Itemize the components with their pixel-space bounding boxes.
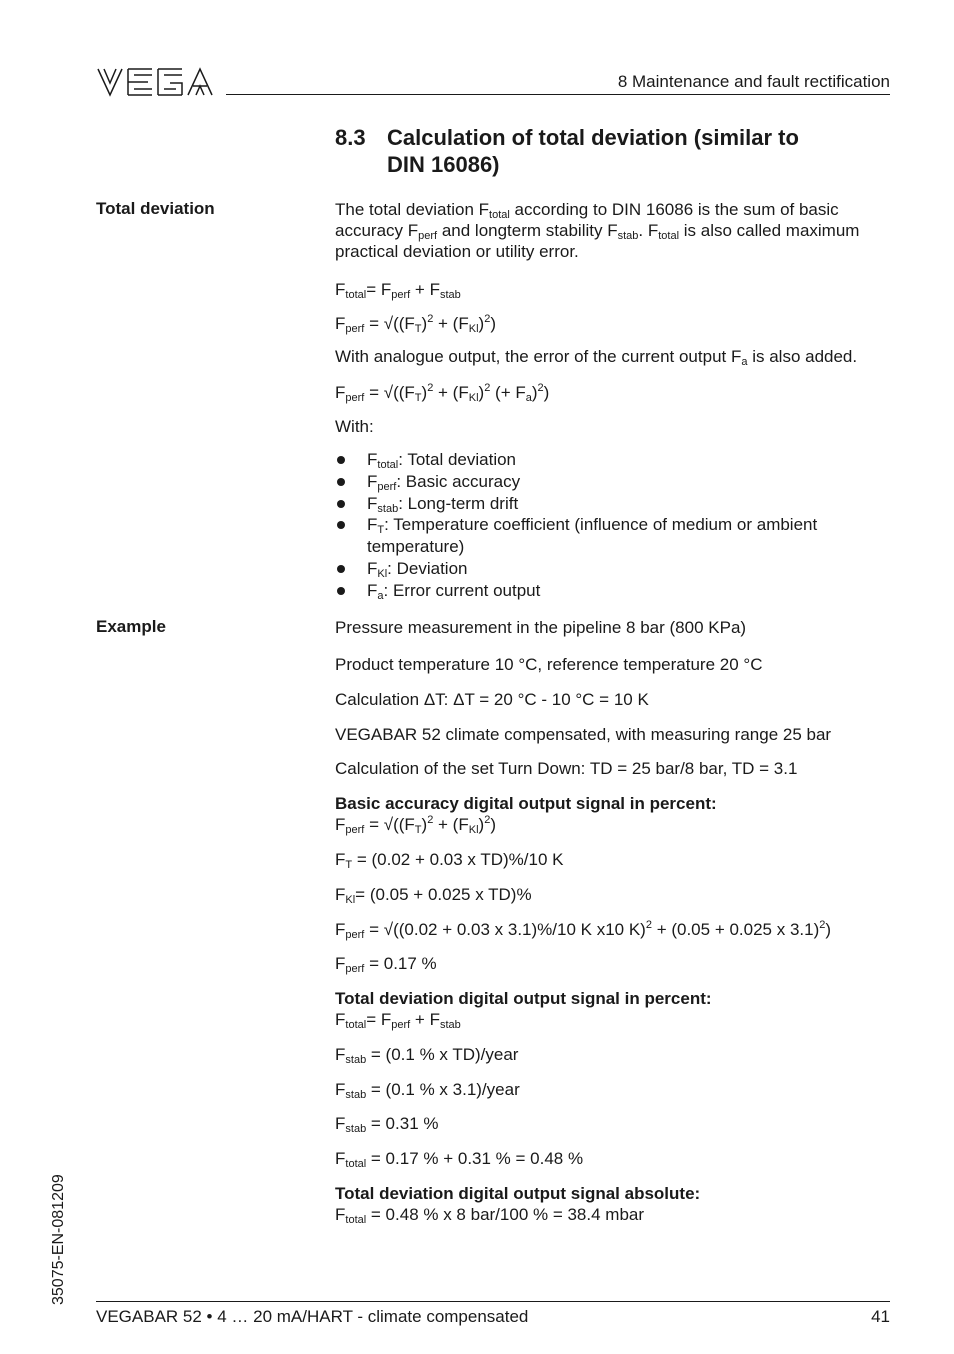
formula-fstab-3: $F_{stab} = 0.31$ % [335, 1114, 439, 1135]
section-title-line2: DIN 16086) [387, 152, 500, 177]
analogue-note: With analogue output, the error of the current output $F_a$ is also added. [335, 347, 858, 368]
list-item: $F_{stab}$: Long-term drift [335, 493, 895, 515]
document-id: 35075-EN-081209 [50, 1174, 67, 1305]
formula-fperf-result: $F_{perf} = 0.17$ % [335, 954, 437, 975]
footer-product: VEGABAR 52 • 4 … 20 mA/HART - climate compensated [96, 1307, 529, 1326]
formula-fkl: $F_{Kl}= (0.05 + 0.025$ x TD)% [335, 885, 532, 906]
example-line-1: Pressure measurement in the pipeline 8 bar (800 KPa) [335, 618, 747, 637]
section-heading [335, 124, 799, 178]
vega-logo [96, 66, 214, 98]
example-line-2: Product temperature 10 °C, reference temperature 20 °C [335, 655, 763, 674]
example-line-5: Calculation of the set Turn Down: TD = 25 bar/8 bar, TD = 3.1 [335, 759, 798, 778]
section-number: 8.3 [335, 125, 366, 150]
page-number: 41 [871, 1307, 890, 1326]
bullet-icon [337, 500, 345, 508]
formula-ftotal-result: $F_{total} = 0.17$ % + 0.31 % = 0.48 % [335, 1149, 584, 1170]
list-item: $F_a$: Error current output [335, 580, 895, 602]
bullet-icon [337, 521, 345, 529]
with-label: With: [335, 417, 374, 436]
formula-ftotal-absolute: $F_{total} = 0.48$ % x 8 bar/100 % = 38.4 mbar [335, 1205, 645, 1226]
list-item: $F_T$: Temperature coefficient (influence of medium or ambient temperature) [335, 514, 895, 558]
label-total-deviation: Total deviation [96, 199, 215, 218]
list-item: $F_{total}$: Total deviation [335, 449, 895, 471]
formula-ft: $F_T = (0.02 + 0.03$ x TD)%/10 K [335, 850, 564, 871]
bullet-icon [337, 478, 345, 486]
example-line-3: Calculation ΔT: ΔT = 20 °C - 10 °C = 10 K [335, 690, 649, 709]
formula-fperf: $F_{perf} = √((F_T)^2 + (F_{Kl})^2)$ [335, 313, 496, 335]
intro-paragraph: The total deviation $F_{total}$ according to DIN 16086 is the sum of basic accuracy $F_{perf}$ and longterm stability $F_{stab}$. $F_{total}$ is also called maximum practical deviation or utility error. [335, 200, 860, 261]
list-item: $F_{Kl}$: Deviation [335, 558, 895, 580]
header-rule [226, 94, 890, 95]
bullet-icon [337, 587, 345, 595]
formula-ftotal: $F_{total}= F_{perf} + F_{stab}$ [335, 280, 461, 301]
content-column [335, 199, 895, 1229]
footer-rule [96, 1301, 890, 1302]
formula-fperf-analogue: $F_{perf} = √((F_T)^2 + (F_{Kl})^2$ (+ $F_a)^2$) [335, 382, 550, 404]
bullet-icon [337, 456, 345, 464]
example-line-4: VEGABAR 52 climate compensated, with measuring range 25 bar [335, 725, 832, 744]
formula-fstab-1: $F_{stab} = (0.1$ % x TD)/year [335, 1045, 519, 1066]
heading-total-absolute: Total deviation digital output signal absolute: [335, 1184, 701, 1203]
formula-fperf-repeat: $F_{perf} = √((F_T)^2 + (F_{Kl})^2)$ [335, 814, 496, 836]
chapter-title: 8 Maintenance and fault rectification [617, 72, 890, 91]
section-title-line1: Calculation of total deviation (similar to [387, 125, 799, 150]
label-example: Example [96, 617, 166, 636]
formula-fstab-2: $F_{stab} = (0.1$ % x 3.1)/year [335, 1080, 520, 1101]
heading-basic-accuracy: Basic accuracy digital output signal in percent: [335, 794, 717, 813]
list-item: $F_{perf}$: Basic accuracy [335, 471, 895, 493]
formula-fperf-calc: $F_{perf} = √((0.02 + 0.03$ x 3.1)%/10 K x10 K)$^2$ + (0.05 + 0.025 x 3.1)$^2$) [335, 919, 832, 941]
definition-list [335, 449, 895, 602]
formula-ftotal-repeat: $F_{total}= F_{perf} + F_{stab}$ [335, 1010, 461, 1031]
heading-total-percent: Total deviation digital output signal in percent: [335, 989, 712, 1008]
bullet-icon [337, 565, 345, 573]
